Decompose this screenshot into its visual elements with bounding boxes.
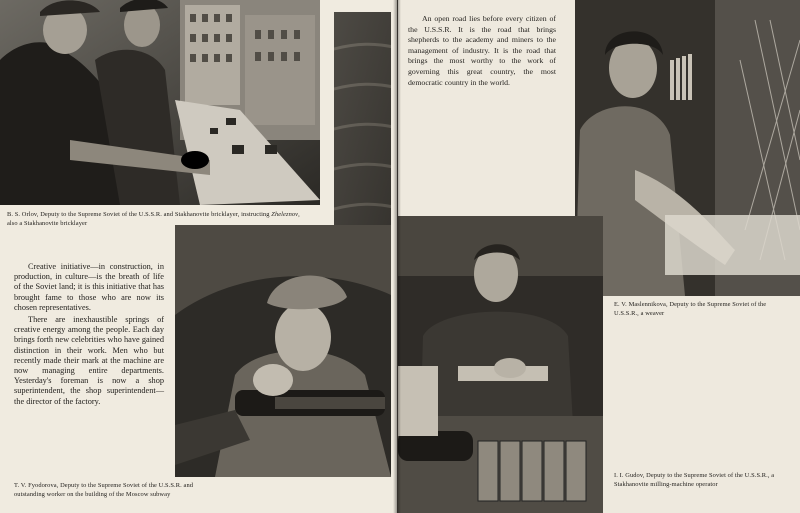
body-text-left: [14, 262, 164, 409]
caption-orlov-end: , also a Stakhanovite bricklayer: [7, 211, 300, 227]
photo-gudov: [398, 216, 603, 513]
caption-maslennikova: E. V. Maslennikova, Deputy to the Supreme Soviet of the U.S.S.R., a weaver: [614, 301, 767, 317]
photo-fyodorova: [175, 225, 391, 477]
photo-subway-tunnel: [334, 12, 391, 232]
page-gutter: [393, 0, 401, 513]
body-paragraph-1: Creative initiative—in construction, in production, in culture—is the breath of life of the Soviet land; it is this initiative that has brought fame to those who are now its chosen representatives.: [14, 262, 164, 312]
caption-orlov-text: B. S. Orlov, Deputy to the Supreme Soviet of the U.S.S.R. and Stakhanovite bricklayer, instructing: [7, 211, 270, 218]
caption-fyodorova: T. V. Fyodorova, Deputy to the Supreme Soviet of the U.S.S.R. and outstanding worker on the building of the Moscow subway: [14, 482, 194, 498]
intro-text: An open road lies before every citizen of the U.S.S.R. It is the road that brings shepherds to the academy and miners to the management of industry. It is the road that brings the most worthy to the work of governing this great country, the most democratic country in the world.: [408, 14, 556, 87]
photo-bricklayers-street: [0, 0, 320, 205]
photo-maslennikova: [575, 0, 800, 296]
body-paragraph-2: There are inexhaustible springs of creative energy among the people. Each day brings forth new celebrities who have gained distinction in their work. Men who but recently made their mark at the machine are now managing entire departments. Yesterday's foreman is now a shop superintendent, the shop superintendent—the director of the factory.: [14, 315, 164, 406]
caption-orlov-italic: Zheleznov: [271, 211, 299, 218]
caption-gudov: I. I. Gudov, Deputy to the Supreme Soviet of the U.S.S.R., a Stakhanovite milling-machine operator: [614, 472, 775, 488]
